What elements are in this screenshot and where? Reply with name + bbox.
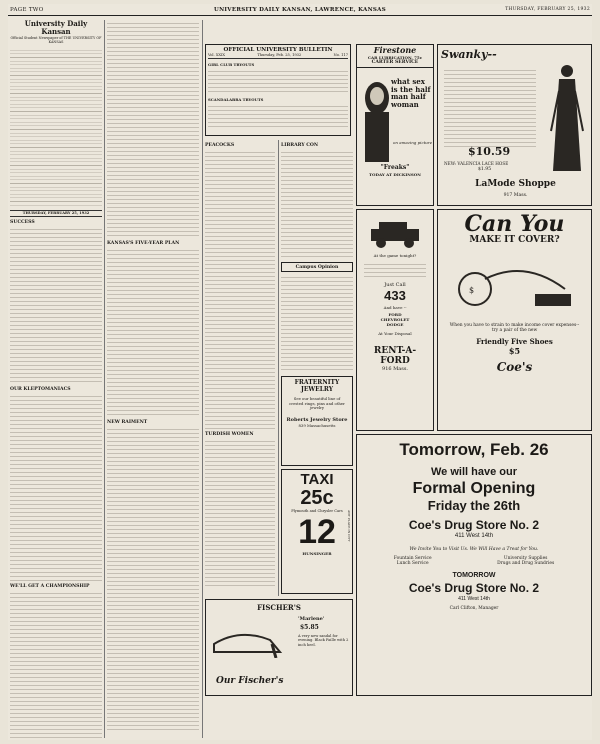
taxi-phone: 12 <box>298 513 336 551</box>
headline-new-raiment: NEW RAIMENT <box>107 420 148 426</box>
firestone-line-1: CAR LUBRICATION, 75c <box>367 55 423 60</box>
opening-head: Tomorrow, Feb. 26 <box>399 440 549 459</box>
campus-opinion-title: Campus Opinion <box>295 265 339 270</box>
headline-success: SUCCESS <box>10 220 35 226</box>
article-text <box>107 247 199 417</box>
firestone-brand: Firestone <box>373 45 417 55</box>
swanky-text <box>444 67 536 147</box>
cover-shoe-name: Friendly Five Shoes <box>476 337 553 347</box>
opening-address-2: 411 West 14th <box>458 596 490 602</box>
bulletin-volume: Vol. XXIX <box>208 53 225 57</box>
headline-kleptomaniacs: OUR KLEPTOMANIACS <box>10 387 71 393</box>
cover-title: Can You <box>464 211 565 237</box>
swanky-price: $10.59 <box>468 145 511 158</box>
svg-text:$: $ <box>468 286 474 295</box>
paper-title: UNIVERSITY DAILY KANSAN, LAWRENCE, KANSAS <box>213 7 387 13</box>
paper-date: THURSDAY, FEBRUARY 25, 1932 <box>505 7 590 12</box>
freaks-venue: TODAY AT DICKINSON <box>369 172 421 177</box>
opening-tomorrow: TOMORROW <box>452 572 496 579</box>
cover-subtitle: MAKE IT COVER? <box>469 235 560 245</box>
rent-name: RENT-A-FORD <box>373 346 417 366</box>
freaks-question: what sex is the half man half woman <box>391 77 431 109</box>
article-text <box>107 426 199 732</box>
bulletin-text <box>208 68 348 94</box>
rent-question: At the game tonight? <box>373 253 417 258</box>
firestone-line-2: CARTER SERVICE <box>357 60 433 68</box>
freaks-block <box>357 68 433 186</box>
rent-disposal: At Your Disposal <box>378 331 412 336</box>
service-fountain: Fountain Service <box>393 556 432 561</box>
taxi-cars: Plymouth and Chrysler Cars <box>291 509 343 513</box>
bulletin-date: Thursday, Feb. 25, 1932 <box>257 53 302 57</box>
rent-cars: FORD CHEVROLET DODGE <box>380 312 410 327</box>
rent-just-call: Just Call <box>384 282 406 288</box>
opening-store-2: Coe's Drug Store No. 2 <box>408 581 540 595</box>
column-rule <box>104 20 105 738</box>
editorial-column-1 <box>10 20 102 738</box>
jewelry-ad <box>281 376 353 466</box>
headline-championship: WE'LL GET A CHAMPIONSHIP <box>10 584 90 590</box>
taxi-price: 25c <box>300 487 334 509</box>
staff-box <box>10 47 102 207</box>
bulletin-heading-2: SCANDALABRA TRYOUTS <box>208 97 264 102</box>
fischer-logo: Our Fischer's <box>216 676 284 686</box>
article-text <box>10 590 102 738</box>
lamode-swanky-ad <box>437 44 592 206</box>
opening-line-2: Formal Opening <box>412 480 536 497</box>
rent-address: 916 Mass. <box>382 366 408 372</box>
firestone-freaks-ad <box>356 44 434 206</box>
jewelry-title-1: FRATERNITY <box>294 379 340 386</box>
opening-line-3: Friday the 26th <box>427 498 521 513</box>
jewelry-desc: See our beautiful line of crested rings, pins and other jewelry <box>289 396 345 411</box>
taxi-side-text: ANY PLACE IN CITY <box>347 510 351 542</box>
cover-price: $5 <box>508 346 521 357</box>
headline-library: LIBRARY CON <box>281 143 319 148</box>
fischer-shoe-name: 'Marlene' <box>298 616 325 622</box>
cover-line: When you have to strain to make income cover expenses--try a pair of the new <box>449 323 580 334</box>
staff-subtitle: Official Student Newspaper of THE UNIVERSITY OF KANSAS <box>10 36 102 44</box>
bulletin-text <box>208 103 348 129</box>
article-text <box>205 149 275 429</box>
headline-peacocks: PEACOCKS <box>205 143 235 148</box>
swanky-store: LaMode Shoppe <box>475 179 556 189</box>
masthead <box>8 4 592 16</box>
campus-opinion-text <box>281 274 353 374</box>
service-supplies: University Supplies <box>503 556 548 561</box>
service-lunch: Lunch Service <box>396 561 429 566</box>
bulletin-number: No. 117 <box>333 53 348 57</box>
taxi-title: TAXI <box>300 471 334 488</box>
swanky-hose-line: NEW: VALENCIA LACE HOSE <box>444 161 509 166</box>
official-bulletin <box>205 44 351 136</box>
fischer-title: FISCHER'S <box>257 603 301 612</box>
article-text <box>10 393 102 581</box>
opening-address: 411 West 14th <box>454 533 494 539</box>
rent-and-have: And have -- <box>383 305 407 310</box>
opening-invite: We Invite You to Visit Us. We Will Have a Treat for You. <box>409 547 539 552</box>
swanky-address: 917 Mass. <box>503 193 528 198</box>
jewelry-store: Roberts Jewelry Store <box>286 416 348 423</box>
article-text <box>107 20 199 238</box>
rent-phone: 433 <box>384 288 406 303</box>
freaks-title: "Freaks" <box>380 164 410 171</box>
service-drugs: Drugs and Drug Sundries <box>497 561 555 566</box>
headline-five-year-plan: KANSAS'S FIVE-YEAR PLAN <box>107 241 180 246</box>
bulletin-heading-1: GIRL CLUB TRYOUTS <box>208 62 255 67</box>
headline-turdish-women: TURDISH WOMEN <box>205 432 254 438</box>
cover-store: Coe's <box>496 360 533 375</box>
opening-services <box>361 556 587 566</box>
editorial-date: THURSDAY, FEBRUARY 25, 1932 <box>10 210 102 217</box>
opening-line-1: We will have our <box>431 466 517 478</box>
sandal-icon <box>210 614 290 658</box>
article-text <box>205 438 275 588</box>
article-text <box>281 274 353 372</box>
newspaper-page <box>8 4 592 740</box>
editorial-column-3 <box>205 140 275 596</box>
opening-manager: Carl Clifton, Manager <box>449 606 499 611</box>
taxi-ad <box>281 469 353 594</box>
swanky-hose-price: $1.95 <box>478 167 492 172</box>
fischers-ad <box>205 599 353 696</box>
fischer-price: $5.85 <box>300 624 319 631</box>
staff-title: University Daily Kansan <box>24 20 88 36</box>
rent-a-ford-ad <box>356 209 434 431</box>
bulletin-title: OFFICIAL UNIVERSITY BULLETIN <box>223 47 333 53</box>
opening-store: Coe's Drug Store No. 2 <box>408 518 540 532</box>
campus-opinion-header <box>281 262 353 272</box>
bulletin-info <box>208 53 348 59</box>
column-rule <box>202 20 203 738</box>
fischer-desc: A very new sandal for evening. Black Faille with 2 inch heel. <box>298 634 349 647</box>
article-text <box>10 226 102 384</box>
friendly-five-shoes-ad <box>437 209 592 431</box>
editorial-column-2 <box>107 20 199 738</box>
column-rule <box>278 140 279 596</box>
car-icon <box>365 219 425 249</box>
taxi-company: HUNSINGER <box>302 551 332 556</box>
article-text <box>281 149 353 259</box>
page-number: PAGE TWO <box>10 7 44 13</box>
cartoon-illustration-icon <box>445 249 585 319</box>
freaks-subtext: on amazing picture <box>393 140 433 145</box>
coes-opening-ad <box>356 434 592 696</box>
editorial-column-4 <box>281 140 353 260</box>
swanky-title: Swanky-- <box>441 48 497 61</box>
jewelry-address: 839 Massachusetts <box>298 422 336 428</box>
jewelry-title-2: JEWELRY <box>300 386 334 393</box>
rent-text <box>364 261 426 279</box>
